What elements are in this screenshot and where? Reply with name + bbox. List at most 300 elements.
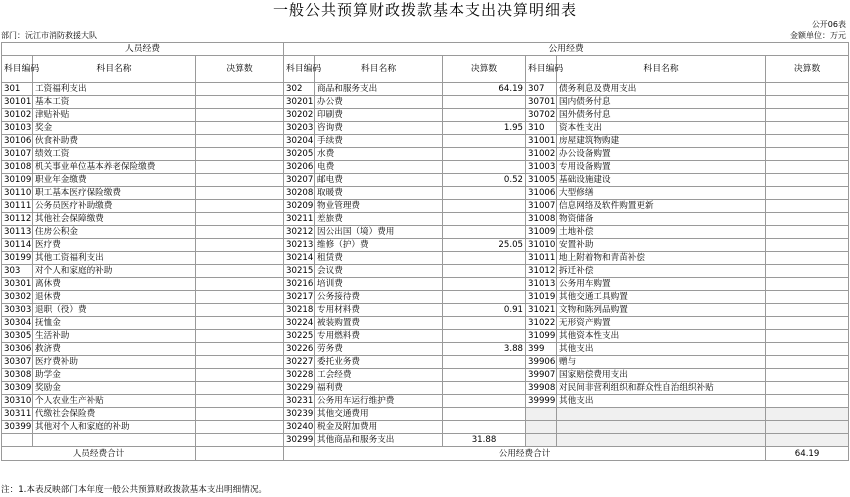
table-row	[2, 200, 849, 213]
personnel-name-cell: 职业年金缴费	[33, 174, 196, 187]
public-goods-amount-cell	[443, 213, 526, 226]
personnel-name-cell: 工资福利支出	[33, 83, 196, 96]
public-goods-name-cell: 手续费	[315, 135, 443, 148]
code-header: 科目编码	[284, 56, 315, 83]
public-goods-name-cell: 其他商品和服务支出	[315, 434, 443, 447]
public-capital-amount-cell	[766, 304, 849, 317]
personnel-total-label: 人员经费合计	[2, 447, 196, 461]
public-capital-code-cell: 31021	[526, 304, 557, 317]
personnel-amount-cell	[196, 252, 284, 265]
personnel-amount-cell	[196, 161, 284, 174]
public-goods-name-cell: 因公出国（境）费用	[315, 226, 443, 239]
personnel-name-cell: 机关事业单位基本养老保险缴费	[33, 161, 196, 174]
personnel-name-cell: 退休费	[33, 291, 196, 304]
public-capital-name-cell: 地上附着物和青苗补偿	[557, 252, 766, 265]
personnel-amount-cell	[196, 109, 284, 122]
public-goods-name-cell: 电费	[315, 161, 443, 174]
amount-header: 决算数	[196, 56, 284, 83]
public-capital-code-cell: 31013	[526, 278, 557, 291]
public-goods-name-cell: 公务用车运行维护费	[315, 395, 443, 408]
public-goods-name-cell: 委托业务费	[315, 356, 443, 369]
public-goods-name-cell: 会议费	[315, 265, 443, 278]
public-goods-code-cell: 30226	[284, 343, 315, 356]
public-capital-code-cell: 31011	[526, 252, 557, 265]
personnel-name-cell: 其他社会保障缴费	[33, 213, 196, 226]
personnel-code-cell: 303	[2, 265, 33, 278]
personnel-code-cell: 30102	[2, 109, 33, 122]
table-row	[2, 408, 849, 421]
table-row	[2, 226, 849, 239]
personnel-name-cell: 住房公积金	[33, 226, 196, 239]
unit-label: 金额单位：万元	[790, 31, 846, 40]
personnel-name-cell: 救济费	[33, 343, 196, 356]
public-goods-code-cell: 30229	[284, 382, 315, 395]
public-goods-amount-cell	[443, 278, 526, 291]
personnel-name-cell: 奖励金	[33, 382, 196, 395]
public-goods-amount-cell	[443, 252, 526, 265]
public-capital-amount-cell	[766, 109, 849, 122]
personnel-code-cell: 30306	[2, 343, 33, 356]
public-goods-amount-cell	[443, 421, 526, 434]
public-goods-name-cell: 税金及附加费用	[315, 421, 443, 434]
public-capital-amount-cell	[766, 187, 849, 200]
public-goods-name-cell: 水费	[315, 148, 443, 161]
personnel-code-cell: 30106	[2, 135, 33, 148]
public-goods-code-cell: 302	[284, 83, 315, 96]
table-row	[2, 317, 849, 330]
public-header: 公用经费	[284, 43, 849, 56]
personnel-code-cell	[2, 434, 33, 447]
personnel-code-cell: 30103	[2, 122, 33, 135]
public-goods-code-cell: 30204	[284, 135, 315, 148]
public-capital-amount-cell	[766, 239, 849, 252]
public-goods-code-cell: 30224	[284, 317, 315, 330]
public-goods-name-cell: 培训费	[315, 278, 443, 291]
public-capital-code-cell: 31007	[526, 200, 557, 213]
personnel-total-value	[196, 447, 284, 461]
public-goods-amount-cell	[443, 317, 526, 330]
public-capital-code-cell: 310	[526, 122, 557, 135]
public-capital-name-cell: 国外债务付息	[557, 109, 766, 122]
table-row	[2, 148, 849, 161]
public-goods-amount-cell: 64.19	[443, 83, 526, 96]
public-capital-amount-cell	[766, 174, 849, 187]
public-goods-amount-cell: 3.88	[443, 343, 526, 356]
name-header: 科目名称	[557, 56, 766, 83]
personnel-code-cell: 30303	[2, 304, 33, 317]
public-goods-name-cell: 专用燃料费	[315, 330, 443, 343]
public-goods-code-cell: 30217	[284, 291, 315, 304]
public-goods-amount-cell	[443, 187, 526, 200]
amount-header: 决算数	[443, 56, 526, 83]
public-goods-code-cell: 30214	[284, 252, 315, 265]
public-capital-name-cell: 公务用车购置	[557, 278, 766, 291]
public-goods-code-cell: 30299	[284, 434, 315, 447]
public-goods-name-cell: 商品和服务支出	[315, 83, 443, 96]
personnel-name-cell: 伙食补助费	[33, 135, 196, 148]
public-goods-amount-cell	[443, 330, 526, 343]
public-goods-amount-cell	[443, 109, 526, 122]
public-capital-name-cell: 房屋建筑物购建	[557, 135, 766, 148]
public-goods-amount-cell: 0.91	[443, 304, 526, 317]
public-goods-amount-cell	[443, 161, 526, 174]
public-goods-amount-cell	[443, 265, 526, 278]
public-capital-name-cell	[557, 421, 766, 434]
public-capital-amount-cell	[766, 278, 849, 291]
public-total-label: 公用经费合计	[284, 447, 766, 461]
public-goods-code-cell: 30239	[284, 408, 315, 421]
public-capital-amount-cell	[766, 252, 849, 265]
public-goods-name-cell: 维修（护）费	[315, 239, 443, 252]
public-capital-name-cell: 办公设备购置	[557, 148, 766, 161]
personnel-amount-cell	[196, 83, 284, 96]
public-capital-code-cell: 31022	[526, 317, 557, 330]
name-header: 科目名称	[315, 56, 443, 83]
public-capital-code-cell: 39908	[526, 382, 557, 395]
public-capital-code-cell: 39907	[526, 369, 557, 382]
public-capital-code-cell: 307	[526, 83, 557, 96]
personnel-name-cell: 医疗费补助	[33, 356, 196, 369]
personnel-amount-cell	[196, 122, 284, 135]
personnel-amount-cell	[196, 304, 284, 317]
personnel-code-cell: 30305	[2, 330, 33, 343]
table-row	[2, 135, 849, 148]
public-capital-amount-cell	[766, 330, 849, 343]
public-total-value: 64.19	[766, 447, 849, 461]
public-capital-name-cell: 文物和陈列品购置	[557, 304, 766, 317]
public-capital-name-cell: 对民间非营利组织和群众性自治组织补贴	[557, 382, 766, 395]
public-capital-name-cell: 无形资产购置	[557, 317, 766, 330]
personnel-amount-cell	[196, 174, 284, 187]
public-capital-code-cell: 39999	[526, 395, 557, 408]
table-row	[2, 213, 849, 226]
personnel-amount-cell	[196, 200, 284, 213]
personnel-name-cell: 其他对个人和家庭的补助	[33, 421, 196, 434]
personnel-code-cell: 30111	[2, 200, 33, 213]
personnel-amount-cell	[196, 148, 284, 161]
table-row	[2, 395, 849, 408]
public-goods-code-cell: 30208	[284, 187, 315, 200]
personnel-amount-cell	[196, 317, 284, 330]
personnel-code-cell: 30110	[2, 187, 33, 200]
personnel-amount-cell	[196, 265, 284, 278]
public-capital-amount-cell	[766, 434, 849, 447]
personnel-code-cell: 30301	[2, 278, 33, 291]
personnel-code-cell: 30112	[2, 213, 33, 226]
public-capital-name-cell: 其他资本性支出	[557, 330, 766, 343]
public-goods-code-cell: 30240	[284, 421, 315, 434]
public-goods-amount-cell	[443, 395, 526, 408]
table-row	[2, 174, 849, 187]
personnel-code-cell: 30113	[2, 226, 33, 239]
table-row	[2, 161, 849, 174]
public-capital-code-cell	[526, 408, 557, 421]
public-capital-name-cell: 国内债务付息	[557, 96, 766, 109]
personnel-code-cell: 30109	[2, 174, 33, 187]
personnel-amount-cell	[196, 291, 284, 304]
department-label: 部门：沅江市消防救援大队	[1, 31, 97, 40]
amount-header: 决算数	[766, 56, 849, 83]
personnel-name-cell: 对个人和家庭的补助	[33, 265, 196, 278]
public-capital-amount-cell	[766, 369, 849, 382]
personnel-code-cell: 30399	[2, 421, 33, 434]
public-capital-name-cell: 其他交通工具购置	[557, 291, 766, 304]
personnel-amount-cell	[196, 343, 284, 356]
table-row	[2, 239, 849, 252]
personnel-name-cell: 离休费	[33, 278, 196, 291]
public-goods-name-cell: 邮电费	[315, 174, 443, 187]
personnel-name-cell: 退职（役）费	[33, 304, 196, 317]
public-goods-code-cell: 30203	[284, 122, 315, 135]
public-goods-name-cell: 物业管理费	[315, 200, 443, 213]
public-capital-code-cell	[526, 434, 557, 447]
table-row	[2, 252, 849, 265]
public-goods-name-cell: 被装购置费	[315, 317, 443, 330]
public-goods-amount-cell	[443, 226, 526, 239]
public-capital-name-cell: 拆迁补偿	[557, 265, 766, 278]
personnel-code-cell: 30307	[2, 356, 33, 369]
table-row	[2, 83, 849, 96]
public-capital-amount-cell	[766, 200, 849, 213]
table-row	[2, 382, 849, 395]
public-goods-code-cell: 30215	[284, 265, 315, 278]
public-capital-amount-cell	[766, 317, 849, 330]
public-capital-name-cell: 土地补偿	[557, 226, 766, 239]
public-goods-amount-cell: 0.52	[443, 174, 526, 187]
public-capital-amount-cell	[766, 408, 849, 421]
public-capital-code-cell: 31009	[526, 226, 557, 239]
public-capital-code-cell: 31019	[526, 291, 557, 304]
public-goods-amount-cell	[443, 408, 526, 421]
personnel-code-cell: 30101	[2, 96, 33, 109]
public-capital-name-cell: 国家赔偿费用支出	[557, 369, 766, 382]
public-capital-name-cell: 赠与	[557, 356, 766, 369]
public-goods-name-cell: 福利费	[315, 382, 443, 395]
public-capital-amount-cell	[766, 226, 849, 239]
personnel-name-cell: 个人农业生产补贴	[33, 395, 196, 408]
public-goods-code-cell: 30202	[284, 109, 315, 122]
personnel-code-cell: 30107	[2, 148, 33, 161]
public-capital-code-cell: 30702	[526, 109, 557, 122]
public-goods-code-cell: 30212	[284, 226, 315, 239]
public-capital-amount-cell	[766, 265, 849, 278]
public-capital-amount-cell	[766, 96, 849, 109]
personnel-amount-cell	[196, 96, 284, 109]
footnote: 注：1.本表反映部门本年度一般公共预算财政拨款基本支出明细情况。	[1, 485, 268, 495]
personnel-name-cell: 公务员医疗补助缴费	[33, 200, 196, 213]
public-capital-name-cell: 大型修缮	[557, 187, 766, 200]
personnel-name-cell	[33, 434, 196, 447]
public-capital-amount-cell	[766, 122, 849, 135]
public-goods-name-cell: 专用材料费	[315, 304, 443, 317]
personnel-name-cell: 代缴社会保险费	[33, 408, 196, 421]
public-goods-code-cell: 30225	[284, 330, 315, 343]
public-capital-amount-cell	[766, 148, 849, 161]
public-goods-code-cell: 30206	[284, 161, 315, 174]
table-row	[2, 187, 849, 200]
public-capital-code-cell: 31003	[526, 161, 557, 174]
table-row	[2, 122, 849, 135]
public-capital-amount-cell	[766, 291, 849, 304]
public-goods-amount-cell	[443, 382, 526, 395]
public-capital-name-cell	[557, 434, 766, 447]
table-row	[2, 109, 849, 122]
public-capital-amount-cell	[766, 421, 849, 434]
personnel-amount-cell	[196, 213, 284, 226]
public-goods-name-cell: 工会经费	[315, 369, 443, 382]
public-goods-amount-cell: 31.88	[443, 434, 526, 447]
public-goods-name-cell: 租赁费	[315, 252, 443, 265]
public-goods-amount-cell: 25.05	[443, 239, 526, 252]
table-row	[2, 304, 849, 317]
personnel-name-cell: 基本工资	[33, 96, 196, 109]
personnel-code-cell: 30108	[2, 161, 33, 174]
public-capital-code-cell: 31099	[526, 330, 557, 343]
public-capital-amount-cell	[766, 135, 849, 148]
public-capital-name-cell: 信息网络及软件购置更新	[557, 200, 766, 213]
public-capital-amount-cell	[766, 213, 849, 226]
public-capital-name-cell: 基础设施建设	[557, 174, 766, 187]
personnel-amount-cell	[196, 434, 284, 447]
personnel-name-cell: 奖金	[33, 122, 196, 135]
personnel-code-cell: 30199	[2, 252, 33, 265]
public-goods-name-cell: 其他交通费用	[315, 408, 443, 421]
table-row	[2, 291, 849, 304]
public-capital-code-cell: 31008	[526, 213, 557, 226]
personnel-amount-cell	[196, 395, 284, 408]
public-capital-code-cell: 31005	[526, 174, 557, 187]
public-goods-name-cell: 办公费	[315, 96, 443, 109]
personnel-amount-cell	[196, 382, 284, 395]
public-goods-amount-cell	[443, 135, 526, 148]
public-goods-amount-cell	[443, 291, 526, 304]
public-goods-name-cell: 取暖费	[315, 187, 443, 200]
public-goods-code-cell: 30216	[284, 278, 315, 291]
public-capital-amount-cell	[766, 83, 849, 96]
public-goods-amount-cell	[443, 369, 526, 382]
table-row	[2, 421, 849, 434]
public-goods-code-cell: 30218	[284, 304, 315, 317]
public-capital-amount-cell	[766, 161, 849, 174]
public-capital-code-cell	[526, 421, 557, 434]
table-row	[2, 434, 849, 447]
personnel-name-cell: 职工基本医疗保险缴费	[33, 187, 196, 200]
public-goods-code-cell: 30201	[284, 96, 315, 109]
personnel-name-cell: 助学金	[33, 369, 196, 382]
public-capital-code-cell: 31012	[526, 265, 557, 278]
personnel-amount-cell	[196, 356, 284, 369]
personnel-amount-cell	[196, 330, 284, 343]
personnel-code-cell: 30308	[2, 369, 33, 382]
personnel-code-cell: 30311	[2, 408, 33, 421]
public-capital-name-cell	[557, 408, 766, 421]
public-goods-amount-cell	[443, 200, 526, 213]
personnel-code-cell: 30309	[2, 382, 33, 395]
personnel-amount-cell	[196, 369, 284, 382]
personnel-name-cell: 其他工资福利支出	[33, 252, 196, 265]
table-row	[2, 356, 849, 369]
public-goods-amount-cell	[443, 148, 526, 161]
public-capital-amount-cell	[766, 343, 849, 356]
public-capital-name-cell: 债务利息及费用支出	[557, 83, 766, 96]
public-capital-code-cell: 30701	[526, 96, 557, 109]
public-goods-code-cell: 30228	[284, 369, 315, 382]
code-header: 科目编码	[2, 56, 33, 83]
personnel-amount-cell	[196, 408, 284, 421]
personnel-amount-cell	[196, 187, 284, 200]
public-goods-code-cell: 30213	[284, 239, 315, 252]
public-capital-code-cell: 31001	[526, 135, 557, 148]
form-number: 公开06表	[811, 20, 846, 29]
public-goods-code-cell: 30207	[284, 174, 315, 187]
public-capital-name-cell: 其他支出	[557, 395, 766, 408]
table-row	[2, 369, 849, 382]
public-capital-amount-cell	[766, 356, 849, 369]
public-goods-code-cell: 30211	[284, 213, 315, 226]
public-goods-amount-cell: 1.95	[443, 122, 526, 135]
personnel-name-cell: 生活补助	[33, 330, 196, 343]
public-capital-name-cell: 专用设备购置	[557, 161, 766, 174]
personnel-code-cell: 301	[2, 83, 33, 96]
public-capital-code-cell: 31006	[526, 187, 557, 200]
personnel-code-cell: 30114	[2, 239, 33, 252]
personnel-code-cell: 30304	[2, 317, 33, 330]
public-goods-amount-cell	[443, 96, 526, 109]
public-goods-code-cell: 30205	[284, 148, 315, 161]
personnel-name-cell: 绩效工资	[33, 148, 196, 161]
public-capital-name-cell: 其他支出	[557, 343, 766, 356]
table-row	[2, 96, 849, 109]
public-goods-name-cell: 公务接待费	[315, 291, 443, 304]
code-header: 科目编码	[526, 56, 557, 83]
personnel-amount-cell	[196, 226, 284, 239]
table-row	[2, 265, 849, 278]
personnel-header: 人员经费	[2, 43, 284, 56]
page-title: 一般公共预算财政拨款基本支出决算明细表	[272, 1, 577, 19]
personnel-amount-cell	[196, 278, 284, 291]
public-goods-code-cell: 30231	[284, 395, 315, 408]
personnel-amount-cell	[196, 135, 284, 148]
public-capital-name-cell: 物资储备	[557, 213, 766, 226]
public-capital-name-cell: 资本性支出	[557, 122, 766, 135]
public-capital-code-cell: 31010	[526, 239, 557, 252]
public-capital-code-cell: 39906	[526, 356, 557, 369]
public-goods-name-cell: 咨询费	[315, 122, 443, 135]
name-header: 科目名称	[33, 56, 196, 83]
personnel-name-cell: 医疗费	[33, 239, 196, 252]
personnel-code-cell: 30302	[2, 291, 33, 304]
public-goods-code-cell: 30209	[284, 200, 315, 213]
public-goods-name-cell: 差旅费	[315, 213, 443, 226]
table-row	[2, 343, 849, 356]
table-row	[2, 278, 849, 291]
public-capital-amount-cell	[766, 382, 849, 395]
personnel-name-cell: 抚恤金	[33, 317, 196, 330]
public-goods-amount-cell	[443, 356, 526, 369]
public-capital-name-cell: 安置补助	[557, 239, 766, 252]
public-goods-code-cell: 30227	[284, 356, 315, 369]
public-capital-code-cell: 31002	[526, 148, 557, 161]
personnel-amount-cell	[196, 421, 284, 434]
public-capital-code-cell: 399	[526, 343, 557, 356]
public-goods-name-cell: 劳务费	[315, 343, 443, 356]
personnel-name-cell: 津贴补贴	[33, 109, 196, 122]
totals-row	[2, 447, 849, 461]
expenditure-table	[1, 42, 849, 461]
public-capital-amount-cell	[766, 395, 849, 408]
table-row	[2, 330, 849, 343]
personnel-code-cell: 30310	[2, 395, 33, 408]
